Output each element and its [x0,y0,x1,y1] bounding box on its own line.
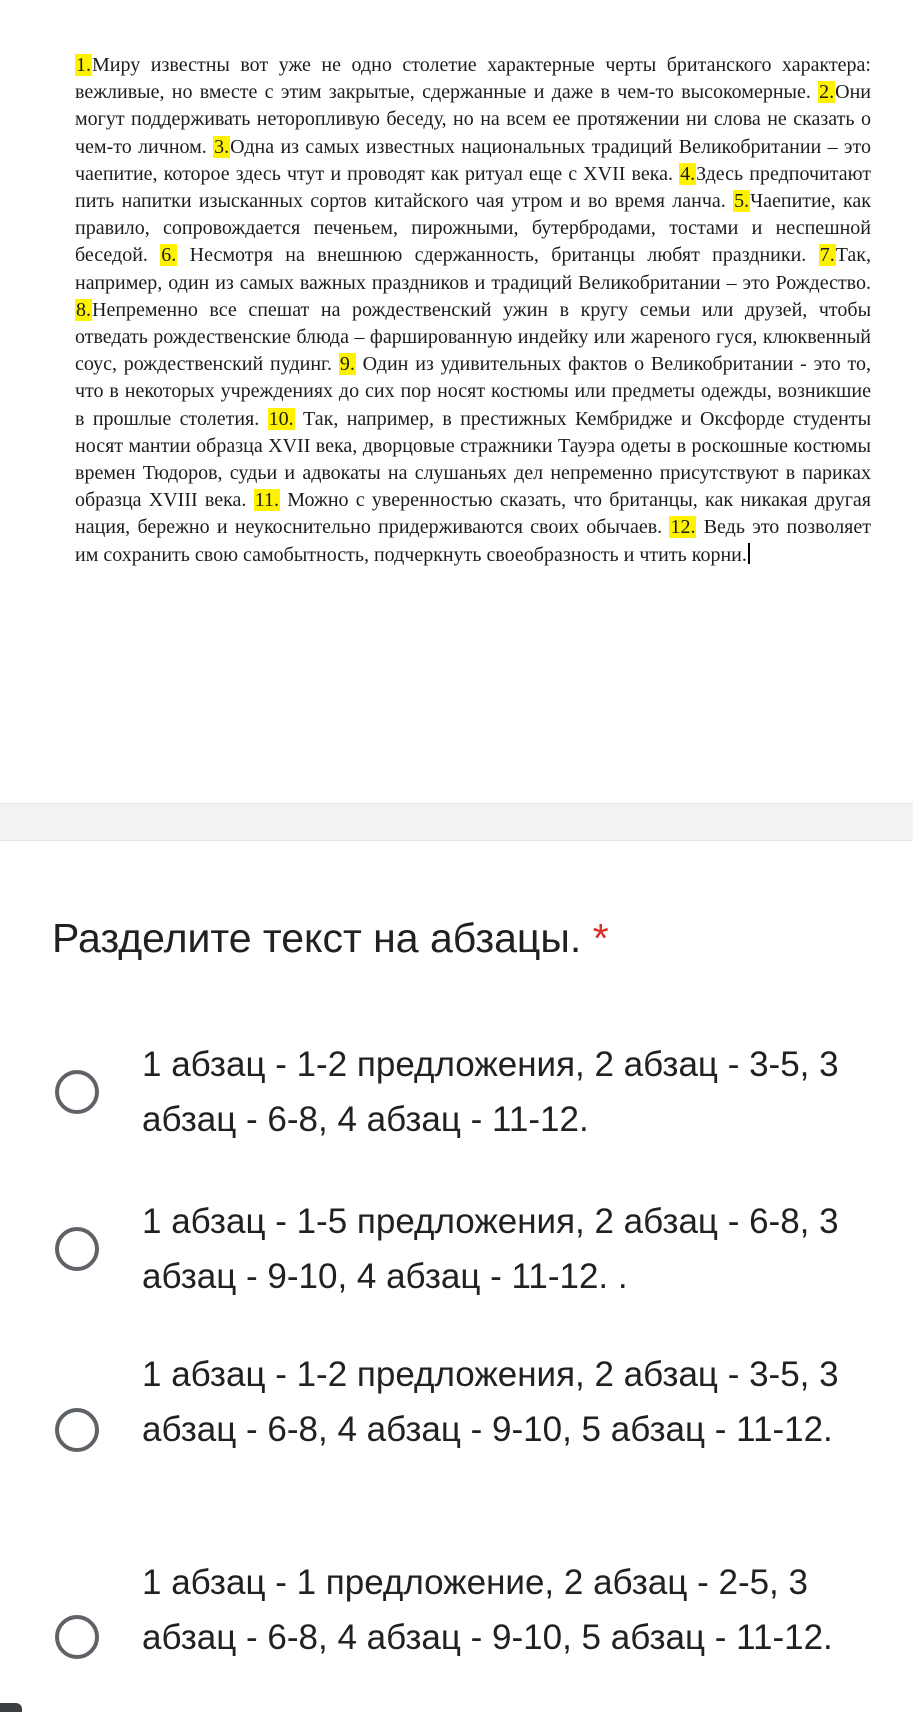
text-cursor [748,543,750,564]
sentence-text: Один из удивительных фактов о Великобритании - это то, что в некоторых учреждениях до сих пор носят костюмы или предметы одежды, возникшие в прошлые столетия. [75,353,871,430]
question-title [52,915,609,962]
passage-text [75,52,871,569]
answer-option-4[interactable] [0,1555,913,1712]
sentence-number: 6. [161,244,177,267]
sentence-text: Миру известны вот уже не одно столетие характерные черты британского характера: вежливые, но вместе с этим закрытые, сдержанные и даже в чем-то высокомерные. [75,54,871,104]
sentence-number: 11. [254,489,279,512]
corner-tab [0,1703,22,1712]
sentence-text: Так, например, в престижных Кембридже и Оксфорде студенты носят мантии образца XVII века, дворцовые стражники Тауэра одеты в роскошные костюмы времен Тюдоров, судьи и адвокаты на слушаньях дел непременно присутствуют в париках образца XVIII века. [75,407,872,512]
answer-option-3[interactable] [0,1347,913,1512]
section-divider [0,803,913,841]
required-asterisk: * [592,915,609,961]
sentence-text: Так, например, один из самых важных праздников и традиций Великобритании – это Рождество. [75,244,871,294]
sentence-number: 9. [339,353,355,376]
radio-button-icon[interactable] [55,1615,99,1659]
sentence-text: Можно с уверенностью сказать, что британцы, как никакая другая нация, бережно и неукоснительно придерживаются своих обычаев. [75,489,871,539]
sentence-number: 7. [819,244,835,267]
sentence-text: Несмотря на внешнюю сдержанность, британцы любят праздники. [177,244,819,267]
sentence-number: 1. [76,54,91,76]
sentence-text: Ведь это позволяет им сохранить свою самобытность, подчеркнуть своеобразность и чтить корни. [75,516,871,566]
sentence-number: 3. [214,135,230,158]
sentence-number: 5. [734,190,750,213]
option-label: 1 абзац - 1-2 предложения, 2 абзац - 3-5, 3 абзац - 6-8, 4 абзац - 11-12. [142,1045,839,1139]
answer-option-1[interactable] [0,1037,913,1147]
sentence-text: Здесь предпочитают пить напитки изысканных сортов китайского чая утром и во время ланча. [75,162,871,213]
answer-option-2[interactable] [0,1194,913,1304]
radio-button-icon[interactable] [55,1070,99,1114]
sentence-text: Непременно все спешат на рождественский ужин в кругу семьи или друзей, чтобы отведать рождественские блюда – фаршированную индейку или жареного гуся, клюквенный соус, рождественский пудинг. [75,298,871,376]
radio-button-icon[interactable] [55,1227,99,1271]
option-label: 1 абзац - 1 предложение, 2 абзац - 2-5, 3 абзац - 6-8, 4 абзац - 9-10, 5 абзац - 11-12. [142,1563,833,1657]
sentence-text: Чаепитие, как правило, сопровождается печеньем, пирожными, бутербродами, тостами и неспешной беседой. [75,190,871,267]
sentence-number: 12. [670,516,696,539]
sentence-text: Одна из самых известных национальных традиций Великобритании – это чаепитие, которое здесь чтут и проводят как ритуал еще с XVII века. [75,135,871,185]
sentence-number: 10. [268,407,294,430]
option-label: 1 абзац - 1-2 предложения, 2 абзац - 3-5, 3 абзац - 6-8, 4 абзац - 9-10, 5 абзац - 11-12. [142,1355,839,1449]
sentence-text: Они могут поддерживать неторопливую беседу, но на всем ее протяжении ни слова не сказать о чем-то личном. [75,81,871,158]
question-text: Разделите текст на абзацы. [52,915,582,961]
radio-button-icon[interactable] [55,1408,99,1452]
option-label: 1 абзац - 1-5 предложения, 2 абзац - 6-8, 3 абзац - 9-10, 4 абзац - 11-12. . [142,1202,839,1296]
sentence-number: 4. [680,162,696,185]
sentence-number: 8. [76,298,91,321]
sentence-number: 2. [819,81,835,104]
